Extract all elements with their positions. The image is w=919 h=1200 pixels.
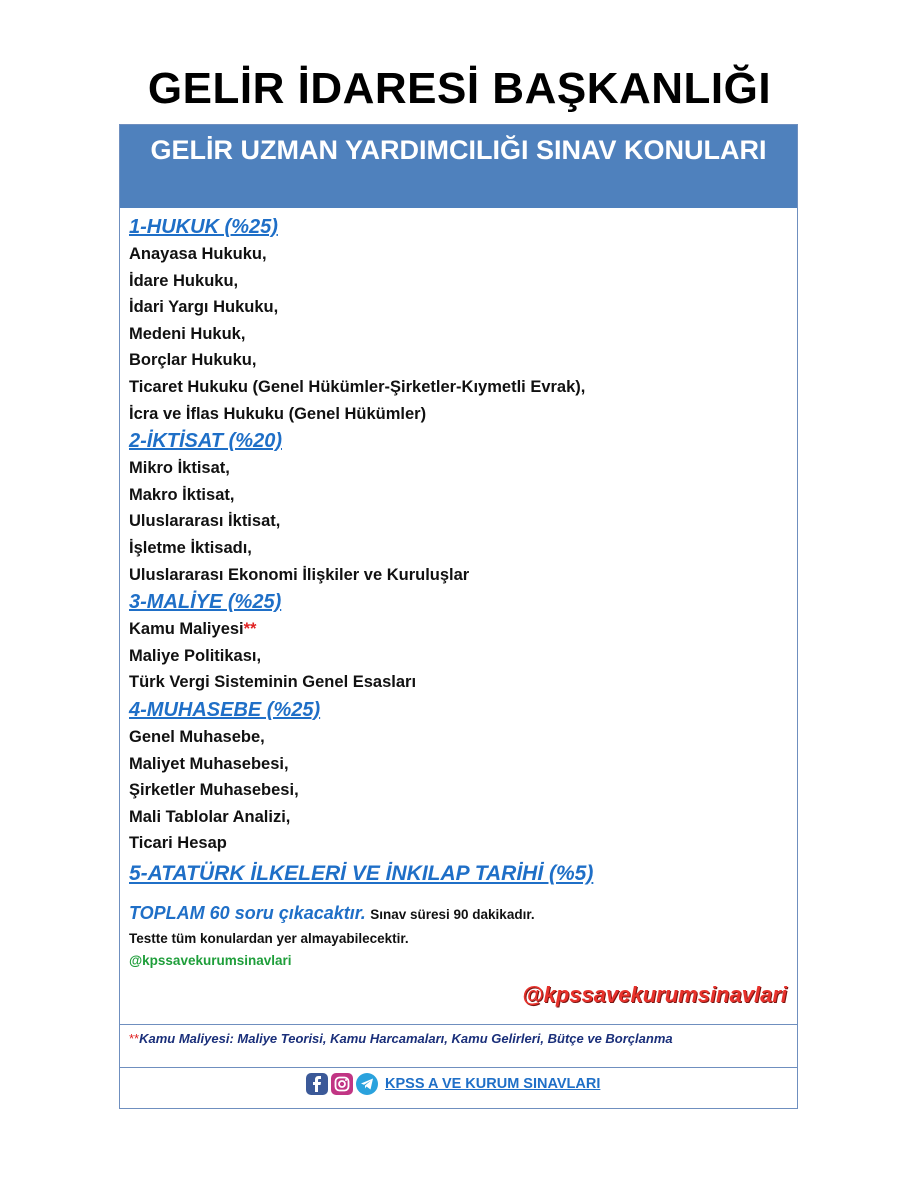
list-item: Mali Tablolar Analizi, (129, 807, 291, 826)
footnote-marker: ** (243, 620, 257, 639)
footnote-text: Maliye Teorisi, Kamu Harcamaları, Kamu Gelirleri, Bütçe ve Borçlanma (237, 1031, 673, 1046)
list-item: Maliyet Muhasebesi, (129, 754, 289, 773)
list-item: Mikro İktisat, (129, 459, 230, 478)
divider (120, 1024, 797, 1025)
divider (120, 1067, 797, 1068)
list-item: Uluslararası Ekonomi İlişkiler ve Kuruluşlar (129, 565, 470, 584)
list-item: Şirketler Muhasebesi, (129, 781, 299, 800)
section-heading-hukuk: 1-HUKUK (%25) (129, 216, 278, 238)
social-bar (306, 1071, 600, 1097)
telegram-icon[interactable] (356, 1073, 378, 1095)
exam-duration: Sınav süresi 90 dakikadır. (370, 907, 535, 922)
footnote-marker: ** (129, 1031, 140, 1046)
coverage-note: Testte tüm konulardan yer almayabilecektir. (129, 931, 409, 946)
section-heading-maliye: 3-MALİYE (%25) (129, 591, 282, 614)
instagram-icon[interactable] (331, 1073, 353, 1095)
list-item: Genel Muhasebe, (129, 727, 265, 746)
list-item: Türk Vergi Sisteminin Genel Esasları (129, 673, 417, 692)
list-item: Anayasa Hukuku, (129, 245, 267, 263)
list-item (129, 616, 789, 643)
subject-list (129, 213, 789, 889)
section-heading-muhasebe: 4-MUHASEBE (%25) (129, 698, 321, 721)
page-title: GELİR İDARESİ BAŞKANLIĞI (147, 64, 772, 113)
list-item: Ticaret Hukuku (Genel Hükümler-Şirketler-Kıymetli Evrak), (129, 377, 586, 396)
total-line (129, 903, 535, 924)
list-item: İdari Yargı Hukuku, (129, 298, 279, 317)
list-item: İdare Hukuku, (129, 271, 239, 290)
footnote (129, 1031, 673, 1046)
social-handle: @kpssavekurumsinavlari (129, 953, 292, 968)
list-item: İşletme İktisadı, (129, 538, 252, 557)
watermark-handle: @kpssavekurumsinavlari (522, 982, 787, 1007)
list-item: Makro İktisat, (129, 485, 235, 504)
list-item: Ticari Hesap (129, 834, 227, 853)
list-item: Medeni Hukuk, (129, 324, 246, 343)
list-item: Borçlar Hukuku, (129, 351, 257, 370)
title-banner (120, 125, 797, 208)
section-heading-ataturk: 5-ATATÜRK İLKELERİ VE İNKILAP TARİHİ (%5) (129, 861, 594, 885)
list-item: Maliye Politikası, (129, 646, 262, 665)
channel-link[interactable]: KPSS A VE KURUM SINAVLARI (385, 1076, 601, 1092)
content-box (119, 124, 798, 1109)
list-item: Uluslararası İktisat, (129, 512, 281, 531)
banner-title: GELİR UZMAN YARDIMCILIĞI SINAV KONULARI (150, 135, 767, 165)
total-questions: TOPLAM 60 soru çıkacaktır. (129, 903, 366, 923)
facebook-icon[interactable] (306, 1073, 328, 1095)
list-item: İcra ve İflas Hukuku (Genel Hükümler) (129, 404, 427, 423)
list-item-text: Kamu Maliyesi (129, 620, 244, 639)
section-heading-iktisat: 2-İKTİSAT (%20) (129, 430, 282, 453)
footnote-label: Kamu Maliyesi: (139, 1031, 234, 1046)
